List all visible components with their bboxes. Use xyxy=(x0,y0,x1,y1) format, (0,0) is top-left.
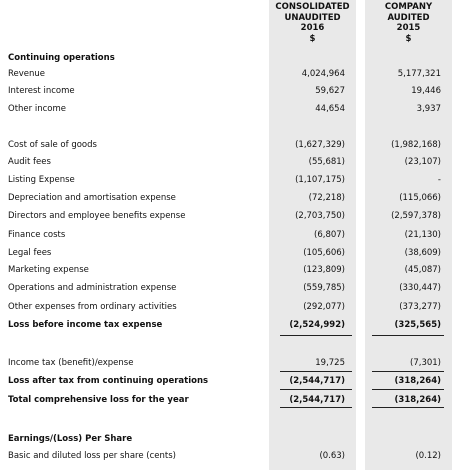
row-label: Basic and diluted loss per share (cents) xyxy=(8,451,176,461)
row-label: Legal fees xyxy=(8,248,52,258)
value-2016: (2,544,717) xyxy=(289,376,345,386)
statement-row xyxy=(0,318,454,336)
statement-row xyxy=(0,191,454,209)
row-label: Income tax (benefit)/expense xyxy=(8,358,134,368)
value-2015: (330,447) xyxy=(399,283,441,293)
value-2016: 59,627 xyxy=(315,86,345,96)
value-2016: 44,654 xyxy=(315,104,345,114)
subtotal-rule-2016 xyxy=(280,335,352,336)
value-2015: (115,066) xyxy=(399,193,441,203)
row-label: Listing Expense xyxy=(8,175,75,185)
value-2015: (38,609) xyxy=(404,248,441,258)
statement-row xyxy=(0,173,454,191)
value-2015: 3,937 xyxy=(416,104,441,114)
row-label: Loss after tax from continuing operations xyxy=(8,376,209,386)
row-label: Other income xyxy=(8,104,66,114)
row-label: Interest income xyxy=(8,86,75,96)
row-label: Finance costs xyxy=(8,230,66,240)
statement-row xyxy=(0,281,454,299)
statement-row xyxy=(0,393,454,411)
statement-row xyxy=(0,263,454,281)
statement-row xyxy=(0,228,454,246)
statement-row xyxy=(0,432,454,450)
value-2015: - xyxy=(437,175,441,185)
value-2015: (373,277) xyxy=(399,302,441,312)
row-label: Loss before income tax expense xyxy=(8,320,163,330)
value-2016: (1,627,329) xyxy=(295,140,345,150)
total-rule-mid-2015 xyxy=(372,389,444,390)
value-2016: (2,524,992) xyxy=(289,320,345,330)
value-2016: (6,807) xyxy=(314,230,345,240)
row-label: Depreciation and amortisation expense xyxy=(8,193,176,203)
value-2015: 5,177,321 xyxy=(397,69,441,79)
value-2016: (0.63) xyxy=(319,451,345,461)
row-label: Audit fees xyxy=(8,157,51,167)
column-header-2016: CONSOLIDATED UNAUDITED 2016 $ xyxy=(275,2,350,44)
value-2016: 19,725 xyxy=(315,358,345,368)
row-label: Marketing expense xyxy=(8,265,89,275)
total-rule-mid-2016 xyxy=(280,389,352,390)
row-label: Cost of sale of goods xyxy=(8,140,97,150)
total-rule-bottom-2016 xyxy=(280,407,352,408)
row-label: Continuing operations xyxy=(8,53,115,63)
total-rule-top-2016 xyxy=(280,371,352,372)
statement-row xyxy=(0,155,454,173)
row-label: Total comprehensive loss for the year xyxy=(8,395,189,405)
value-2016: (292,077) xyxy=(303,302,345,312)
value-2016: (2,544,717) xyxy=(289,395,345,405)
value-2015: (7,301) xyxy=(410,358,441,368)
row-label: Directors and employee benefits expense xyxy=(8,211,186,221)
statement-row xyxy=(0,67,454,85)
value-2016: (123,809) xyxy=(303,265,345,275)
total-rule-bottom-2015 xyxy=(372,407,444,408)
row-label: Other expenses from ordinary activities xyxy=(8,302,177,312)
subtotal-rule-2015 xyxy=(372,335,444,336)
value-2015: (2,597,378) xyxy=(391,211,441,221)
column-header-2015: COMPANY AUDITED 2015 $ xyxy=(384,2,433,44)
statement-row xyxy=(0,209,454,227)
value-2015: (1,982,168) xyxy=(391,140,441,150)
statement-row xyxy=(0,449,454,467)
value-2016: (55,681) xyxy=(308,157,345,167)
value-2016: (2,703,750) xyxy=(295,211,345,221)
value-2015: (45,087) xyxy=(404,265,441,275)
value-2015: (0.12) xyxy=(415,451,441,461)
statement-row xyxy=(0,84,454,102)
value-2016: (1,107,175) xyxy=(295,175,345,185)
value-2016: 4,024,964 xyxy=(301,69,345,79)
total-rule-top-2015 xyxy=(372,371,444,372)
value-2016: (559,785) xyxy=(303,283,345,293)
value-2015: 19,446 xyxy=(411,86,441,96)
value-2016: (72,218) xyxy=(308,193,345,203)
value-2015: (318,264) xyxy=(394,376,441,386)
statement-row xyxy=(0,246,454,264)
value-2016: (105,606) xyxy=(303,248,345,258)
row-label: Operations and administration expense xyxy=(8,283,177,293)
value-2015: (318,264) xyxy=(394,395,441,405)
value-2015: (21,130) xyxy=(404,230,441,240)
row-label: Revenue xyxy=(8,69,46,79)
value-2015: (325,565) xyxy=(394,320,441,330)
value-2015: (23,107) xyxy=(404,157,441,167)
statement-row xyxy=(0,102,454,120)
row-label: Earnings/(Loss) Per Share xyxy=(8,434,133,444)
statement-row xyxy=(0,138,454,156)
statement-row xyxy=(0,300,454,318)
